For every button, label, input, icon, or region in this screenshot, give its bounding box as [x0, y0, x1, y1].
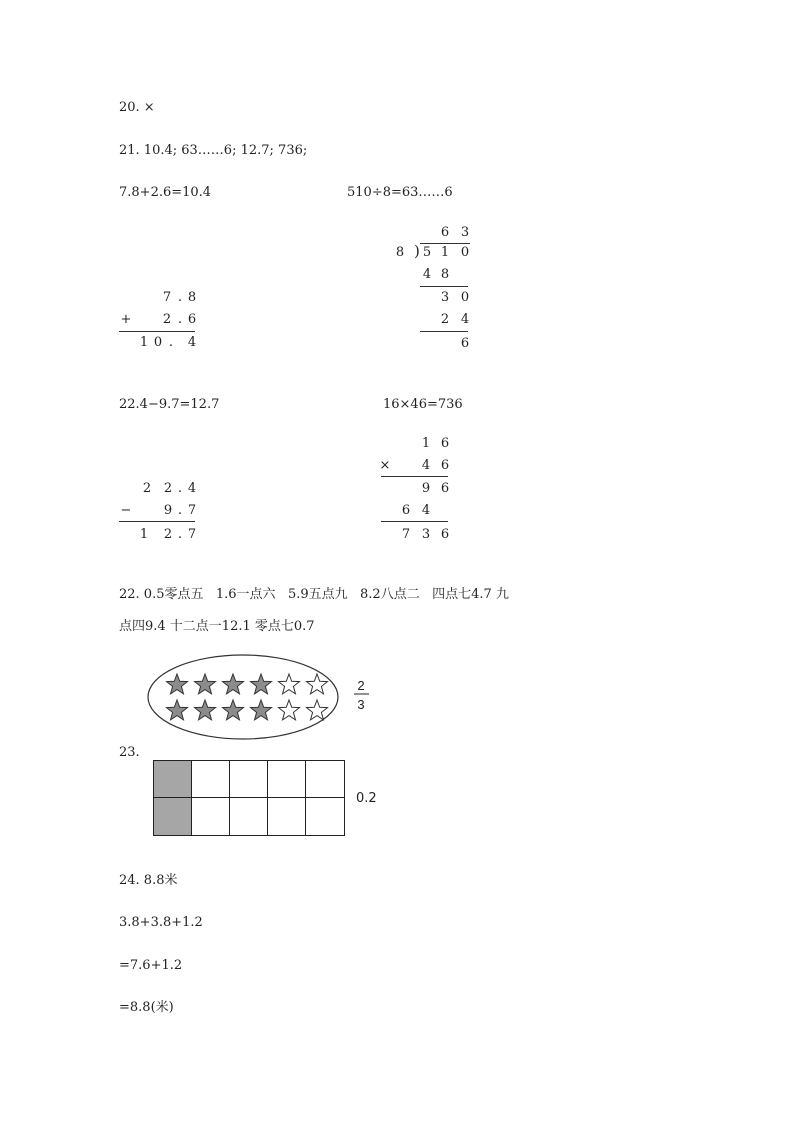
ellipse-outline	[148, 655, 338, 739]
add-result-digit: 4	[187, 335, 197, 350]
add-digit: 8	[187, 290, 197, 305]
answer-23-label: 23.	[119, 745, 140, 760]
mul-partial-digit: 6	[440, 481, 450, 496]
division-bracket: )	[414, 242, 420, 260]
add-result-digit: 1	[139, 335, 149, 350]
star-ellipse-figure	[140, 652, 390, 744]
add-digit: 2	[162, 312, 172, 327]
add-digit: 7	[162, 290, 172, 305]
grid-cell	[268, 761, 306, 798]
equation-subtraction: 22.4−9.7=12.7	[119, 397, 220, 412]
grid-cell-shaded	[154, 798, 192, 835]
times-sign: ×	[379, 458, 391, 473]
grid-cell	[230, 798, 268, 835]
multiplication-line	[381, 476, 448, 477]
mul-digit: 4	[421, 458, 431, 473]
answer-22-line2: 点四9.4 十二点一12.1 零点七0.7	[119, 619, 315, 634]
filled-star-icon	[251, 674, 272, 694]
mul-partial-digit: 6	[401, 503, 411, 518]
calc-step-1: 3.8+3.8+1.2	[119, 915, 203, 930]
answer-21: 21. 10.4; 63……6; 12.7; 736;	[119, 143, 308, 158]
step-digit: 3	[440, 290, 450, 305]
division-line	[420, 286, 468, 287]
sub-result-digit: 7	[187, 527, 197, 542]
sub-digit: 2	[142, 481, 152, 496]
sub-digit: .	[177, 481, 183, 496]
add-digit: .	[177, 290, 183, 305]
add-result-digit: 0	[153, 335, 163, 350]
dividend-digit: 0	[460, 245, 470, 260]
grid-cell-shaded	[154, 761, 192, 798]
empty-star-icon	[307, 700, 328, 720]
equation-multiplication: 16×46=736	[383, 397, 463, 412]
grid-cell	[306, 798, 344, 835]
step-digit: 8	[440, 267, 450, 282]
step-digit: 4	[422, 267, 432, 282]
mul-result-digit: 3	[421, 527, 431, 542]
answer-24: 24. 8.8米	[119, 873, 178, 888]
multiplication-line	[381, 521, 448, 522]
filled-star-icon	[223, 674, 244, 694]
filled-star-icon	[223, 700, 244, 720]
grid-cell	[230, 761, 268, 798]
step-digit: 0	[460, 290, 470, 305]
dividend-digit: 1	[440, 245, 450, 260]
grid-cell	[306, 761, 344, 798]
mul-partial-digit: 9	[421, 481, 431, 496]
filled-star-icon	[195, 700, 216, 720]
subtraction-line	[119, 521, 195, 522]
mul-result-digit: 6	[440, 527, 450, 542]
calc-step-2: =7.6+1.2	[119, 958, 183, 973]
filled-star-icon	[251, 700, 272, 720]
star-group	[167, 674, 328, 720]
division-bar	[420, 243, 470, 244]
divisor: 8	[395, 245, 405, 260]
decimal-grid	[153, 760, 345, 836]
calc-step-3: =8.8(米)	[119, 1000, 174, 1015]
equation-addition: 7.8+2.6=10.4	[119, 185, 212, 200]
fraction-denominator: 3	[357, 697, 365, 712]
remainder: 6	[460, 336, 470, 351]
addition-line	[119, 331, 195, 332]
minus-sign: −	[120, 503, 132, 518]
sub-digit: 7	[187, 503, 197, 518]
mul-digit: 6	[440, 458, 450, 473]
mul-digit: 1	[421, 436, 431, 451]
filled-star-icon	[195, 674, 216, 694]
fraction-numerator: 2	[357, 678, 365, 693]
quotient-digit: 6	[440, 225, 450, 240]
grid-label: 0.2	[356, 791, 377, 806]
plus-sign: +	[120, 312, 132, 327]
sub-digit: 9	[163, 503, 173, 518]
filled-star-icon	[167, 674, 188, 694]
answer-20: 20. ×	[119, 100, 155, 115]
sub-result-digit: 1	[139, 527, 149, 542]
grid-cell	[192, 761, 230, 798]
empty-star-icon	[307, 674, 328, 694]
empty-star-icon	[279, 674, 300, 694]
division-line	[420, 331, 468, 332]
add-result-digit: .	[168, 335, 174, 350]
grid-cell	[268, 798, 306, 835]
mul-result-digit: 7	[401, 527, 411, 542]
empty-star-icon	[279, 700, 300, 720]
sub-digit: 2	[163, 481, 173, 496]
add-digit: .	[177, 312, 183, 327]
add-digit: 6	[187, 312, 197, 327]
step-digit: 2	[440, 312, 450, 327]
answer-22-line1: 22. 0.5零点五 1.6一点六 5.9五点九 8.2八点二 四点七4.7 九	[119, 587, 509, 602]
mul-partial-digit: 4	[421, 503, 431, 518]
dividend-digit: 5	[422, 245, 432, 260]
filled-star-icon	[167, 700, 188, 720]
sub-digit: 4	[187, 481, 197, 496]
mul-digit: 6	[440, 436, 450, 451]
equation-division: 510÷8=63……6	[347, 185, 453, 200]
sub-digit: .	[177, 503, 183, 518]
quotient-digit: 3	[460, 225, 470, 240]
step-digit: 4	[460, 312, 470, 327]
sub-result-digit: .	[177, 527, 183, 542]
sub-result-digit: 2	[163, 527, 173, 542]
grid-cell	[192, 798, 230, 835]
